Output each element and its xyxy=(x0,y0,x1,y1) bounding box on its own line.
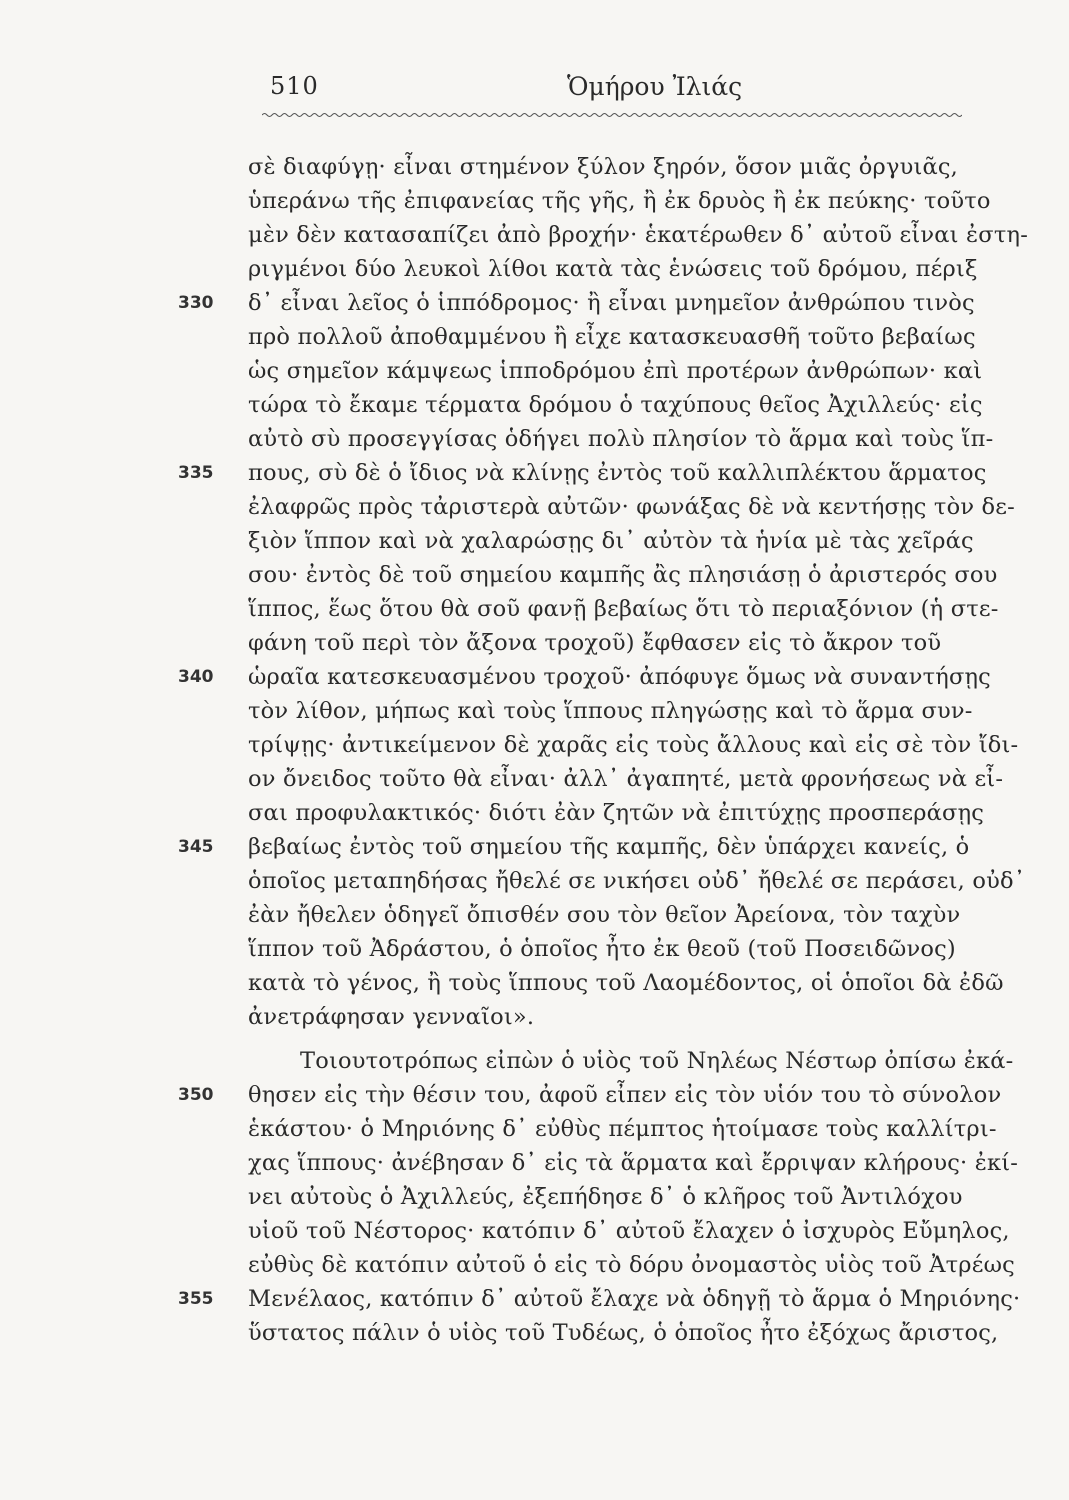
text-line: μὲν δὲν κατασαπίζει ἀπὸ βροχήν· ἑκατέρωθεν δ᾽ αὐτοῦ εἶναι ἐστη- xyxy=(248,222,1028,248)
line-number: 355 xyxy=(178,1289,214,1309)
line-number: 350 xyxy=(178,1085,214,1105)
text-line: ἵππος, ἕως ὅτου θὰ σοῦ φανῇ βεβαίως ὅτι τὸ περιαξόνιον (ἡ στε- xyxy=(248,596,999,622)
text-line: τρίψῃς· ἀντικείμενον δὲ χαρᾶς εἰς τοὺς ἄλλους καὶ εἰς σὲ τὸν ἴδι- xyxy=(248,732,1019,758)
text-line: ριγμένοι δύο λευκοὶ λίθοι κατὰ τὰς ἑνώσεις τοῦ δρόμου, πέριξ xyxy=(248,256,978,282)
text-line: σὲ διαφύγῃ· εἶναι στημένον ξύλον ξηρόν, ὅσον μιᾶς ὀργυιᾶς, xyxy=(248,154,959,180)
text-line: βεβαίως ἐντὸς τοῦ σημείου τῆς καμπῆς, δὲν ὑπάρχει κανείς, ὁ xyxy=(248,834,970,860)
text-line: ξιὸν ἵππον καὶ νὰ χαλαρώσῃς δι᾽ αὐτὸν τὰ ἡνία μὲ τὰς χεῖράς xyxy=(248,528,974,554)
text-line: φάνη τοῦ περὶ τὸν ἄξονα τροχοῦ) ἔφθασεν εἰς τὸ ἄκρον τοῦ xyxy=(248,630,942,656)
text-line: ὡς σημεῖον κάμψεως ἱπποδρόμου ἐπὶ προτέρων ἀνθρώπων· καὶ xyxy=(248,358,983,384)
text-line: τώρα τὸ ἔκαμε τέρματα δρόμου ὁ ταχύπους θεῖος Ἀχιλλεύς· εἰς xyxy=(248,392,983,418)
text-line: κατὰ τὸ γένος, ἢ τοὺς ἵππους τοῦ Λαομέδοντος, οἱ ὁποῖοι δὰ ἐδῶ xyxy=(248,970,1004,996)
header-rule xyxy=(262,112,962,118)
text-line: ὁποῖος μεταπηδήσας ἤθελέ σε νικήσει οὐδ᾽ ἤθελέ σε περάσει, οὐδ᾽ xyxy=(248,868,1026,894)
text-line: αὐτὸ σὺ προσεγγίσας ὁδήγει πολὺ πλησίον τὸ ἅρμα καὶ τοὺς ἵπ- xyxy=(248,426,994,452)
text-line: ἑκάστου· ὁ Μηριόνης δ᾽ εὐθὺς πέμπτος ἡτοίμασε τοὺς καλλίτρι- xyxy=(248,1116,997,1142)
text-line: ὕστατος πάλιν ὁ υἱὸς τοῦ Τυδέως, ὁ ὁποῖος ἦτο ἐξόχως ἄριστος, xyxy=(248,1320,999,1346)
page-number: 510 xyxy=(270,72,319,100)
text-line: ἐὰν ἤθελεν ὁδηγεῖ ὄπισθέν σου τὸν θεῖον Ἀρείονα, τὸν ταχὺν xyxy=(248,902,961,928)
text-line: ἀνετράφησαν γενναῖοι». xyxy=(248,1004,535,1030)
line-number: 335 xyxy=(178,463,214,483)
line-number: 340 xyxy=(178,667,214,687)
text-line: τὸν λίθον, μήπως καὶ τοὺς ἵππους πληγώσῃς καὶ τὸ ἅρμα συν- xyxy=(248,698,973,724)
text-line: δ᾽ εἶναι λεῖος ὁ ἱππόδρομος· ἢ εἶναι μνημεῖον ἀνθρώπου τινὸς xyxy=(248,290,975,316)
text-line: Τοιουτοτρόπως εἰπὼν ὁ υἱὸς τοῦ Νηλέως Νέστωρ ὀπίσω ἐκά- xyxy=(300,1048,1014,1074)
line-number: 345 xyxy=(178,837,214,857)
text-line: ὡραῖα κατεσκευασμένου τροχοῦ· ἀπόφυγε ὅμως νὰ συναντήσῃς xyxy=(248,664,991,690)
text-line: ἵππον τοῦ Ἀδράστου, ὁ ὁποῖος ἦτο ἐκ θεοῦ (τοῦ Ποσειδῶνος) xyxy=(248,936,956,962)
text-line: υἱοῦ τοῦ Νέστορος· κατόπιν δ᾽ αὐτοῦ ἔλαχεν ὁ ἰσχυρὸς Εὔμηλος, xyxy=(248,1218,1010,1244)
text-line: πους, σὺ δὲ ὁ ἴδιος νὰ κλίνῃς ἐντὸς τοῦ καλλιπλέκτου ἅρματος xyxy=(248,460,987,486)
text-line: σαι προφυλακτικός· διότι ἐὰν ζητῶν νὰ ἐπιτύχῃς προσπεράσῃς xyxy=(248,800,985,826)
text-line: ὑπεράνω τῆς ἐπιφανείας τῆς γῆς, ἢ ἐκ δρυὸς ἢ ἐκ πεύκης· τοῦτο xyxy=(248,188,991,214)
text-line: εὐθὺς δὲ κατόπιν αὐτοῦ ὁ εἰς τὸ δόρυ ὀνομαστὸς υἱὸς τοῦ Ἀτρέως xyxy=(248,1252,1015,1278)
running-title: Ὁμήρου Ἰλιάς xyxy=(567,72,743,101)
text-line: ον ὄνειδος τοῦτο θὰ εἶναι· ἀλλ᾽ ἀγαπητέ, μετὰ φρονήσεως νὰ εἶ- xyxy=(248,766,1004,792)
text-line: Μενέλαος, κατόπιν δ᾽ αὐτοῦ ἔλαχε νὰ ὁδηγῇ τὸ ἅρμα ὁ Μηριόνης· xyxy=(248,1286,1021,1312)
text-line: θησεν εἰς τὴν θέσιν του, ἀφοῦ εἶπεν εἰς τὸν υἱόν του τὸ σύνολον xyxy=(248,1082,1002,1108)
text-line: ἐλαφρῶς πρὸς τἀριστερὰ αὐτῶν· φωνάξας δὲ νὰ κεντήσῃς τὸν δε- xyxy=(248,494,1015,520)
text-line: χας ἵππους· ἀνέβησαν δ᾽ εἰς τὰ ἅρματα καὶ ἔρριψαν κλήρους· ἐκί- xyxy=(248,1150,1019,1176)
line-number: 330 xyxy=(178,293,214,313)
text-line: νει αὐτοὺς ὁ Ἀχιλλεύς, ἐξεπήδησε δ᾽ ὁ κλῆρος τοῦ Ἀντιλόχου xyxy=(248,1184,963,1210)
text-line: πρὸ πολλοῦ ἀποθαμμένου ἢ εἶχε κατασκευασθῆ τοῦτο βεβαίως xyxy=(248,324,976,350)
text-line: σου· ἐντὸς δὲ τοῦ σημείου καμπῆς ἂς πλησιάσῃ ὁ ἀριστερός σου xyxy=(248,562,998,588)
page-header xyxy=(262,70,962,106)
